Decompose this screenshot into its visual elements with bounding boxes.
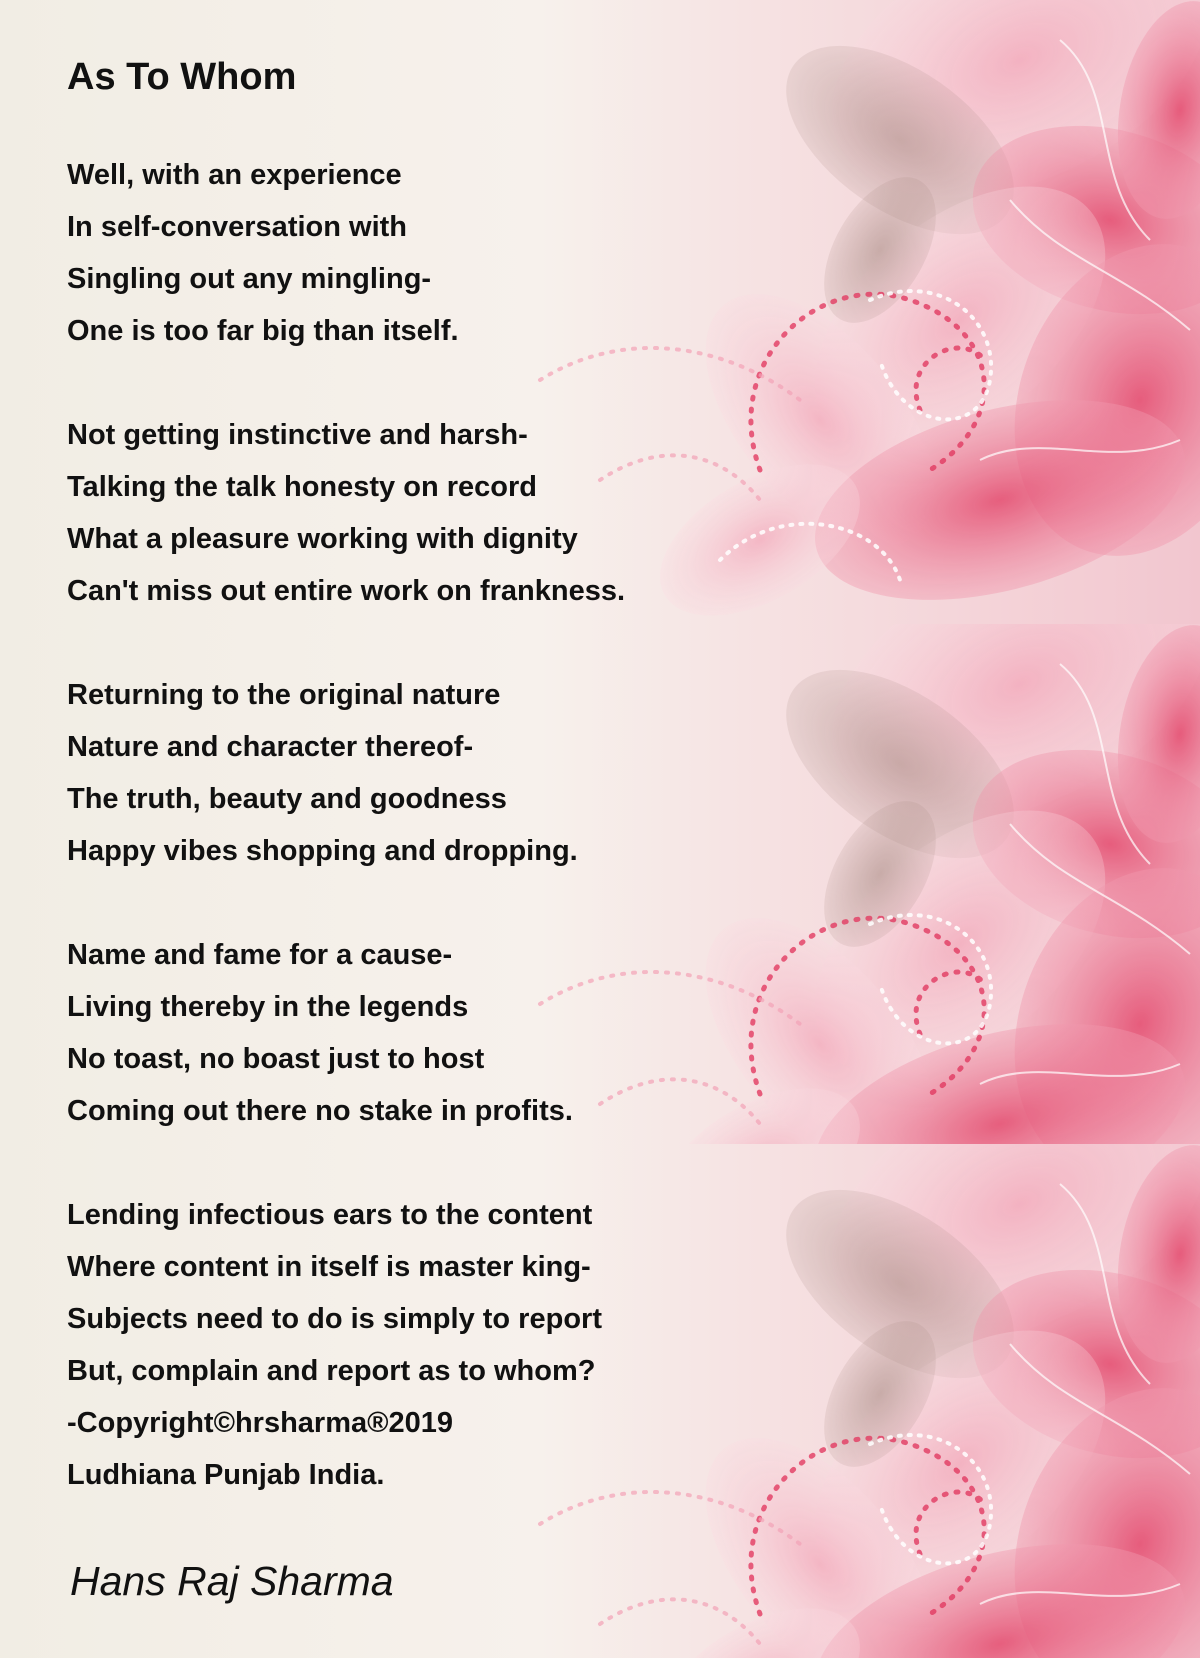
poem-line: Talking the talk honesty on record [67, 471, 537, 503]
poem-line: Where content in itself is master king- [67, 1251, 591, 1283]
author-signature: Hans Raj Sharma [70, 1558, 394, 1604]
poem-line: One is too far big than itself. [67, 315, 459, 347]
stanza-2 [67, 409, 787, 617]
poem-line: Happy vibes shopping and dropping. [67, 835, 578, 867]
stanza-4 [67, 929, 787, 1137]
location-line: Ludhiana Punjab India. [67, 1459, 385, 1491]
stanza-1 [67, 149, 787, 357]
poem-line: What a pleasure working with dignity [67, 523, 578, 555]
stanza-5 [67, 1189, 787, 1501]
poem-line: Returning to the original nature [67, 679, 501, 711]
poem-line: In self-conversation with [67, 211, 407, 243]
copyright-line: -Copyright©hrsharma®2019 [67, 1407, 454, 1439]
poem-line: But, complain and report as to whom? [67, 1355, 596, 1387]
poem-line: Can't miss out entire work on frankness. [67, 575, 626, 607]
poem-title: As To Whom [67, 56, 297, 98]
poem-line: Singling out any mingling- [67, 263, 432, 295]
poem-line: Nature and character thereof- [67, 731, 474, 763]
poem-line: Name and fame for a cause- [67, 939, 453, 971]
poem-line: Not getting instinctive and harsh- [67, 419, 528, 451]
poem-line: Lending infectious ears to the content [67, 1199, 593, 1231]
poem-line: Subjects need to do is simply to report [67, 1303, 602, 1335]
stanza-3 [67, 669, 787, 877]
poem-line: No toast, no boast just to host [67, 1043, 485, 1075]
poem-line: Living thereby in the legends [67, 991, 469, 1023]
poem [67, 50, 787, 1501]
poem-line: Coming out there no stake in profits. [67, 1095, 573, 1127]
poem-line: The truth, beauty and goodness [67, 783, 507, 815]
poem-body [67, 149, 787, 1501]
poem-line: Well, with an experience [67, 159, 402, 191]
